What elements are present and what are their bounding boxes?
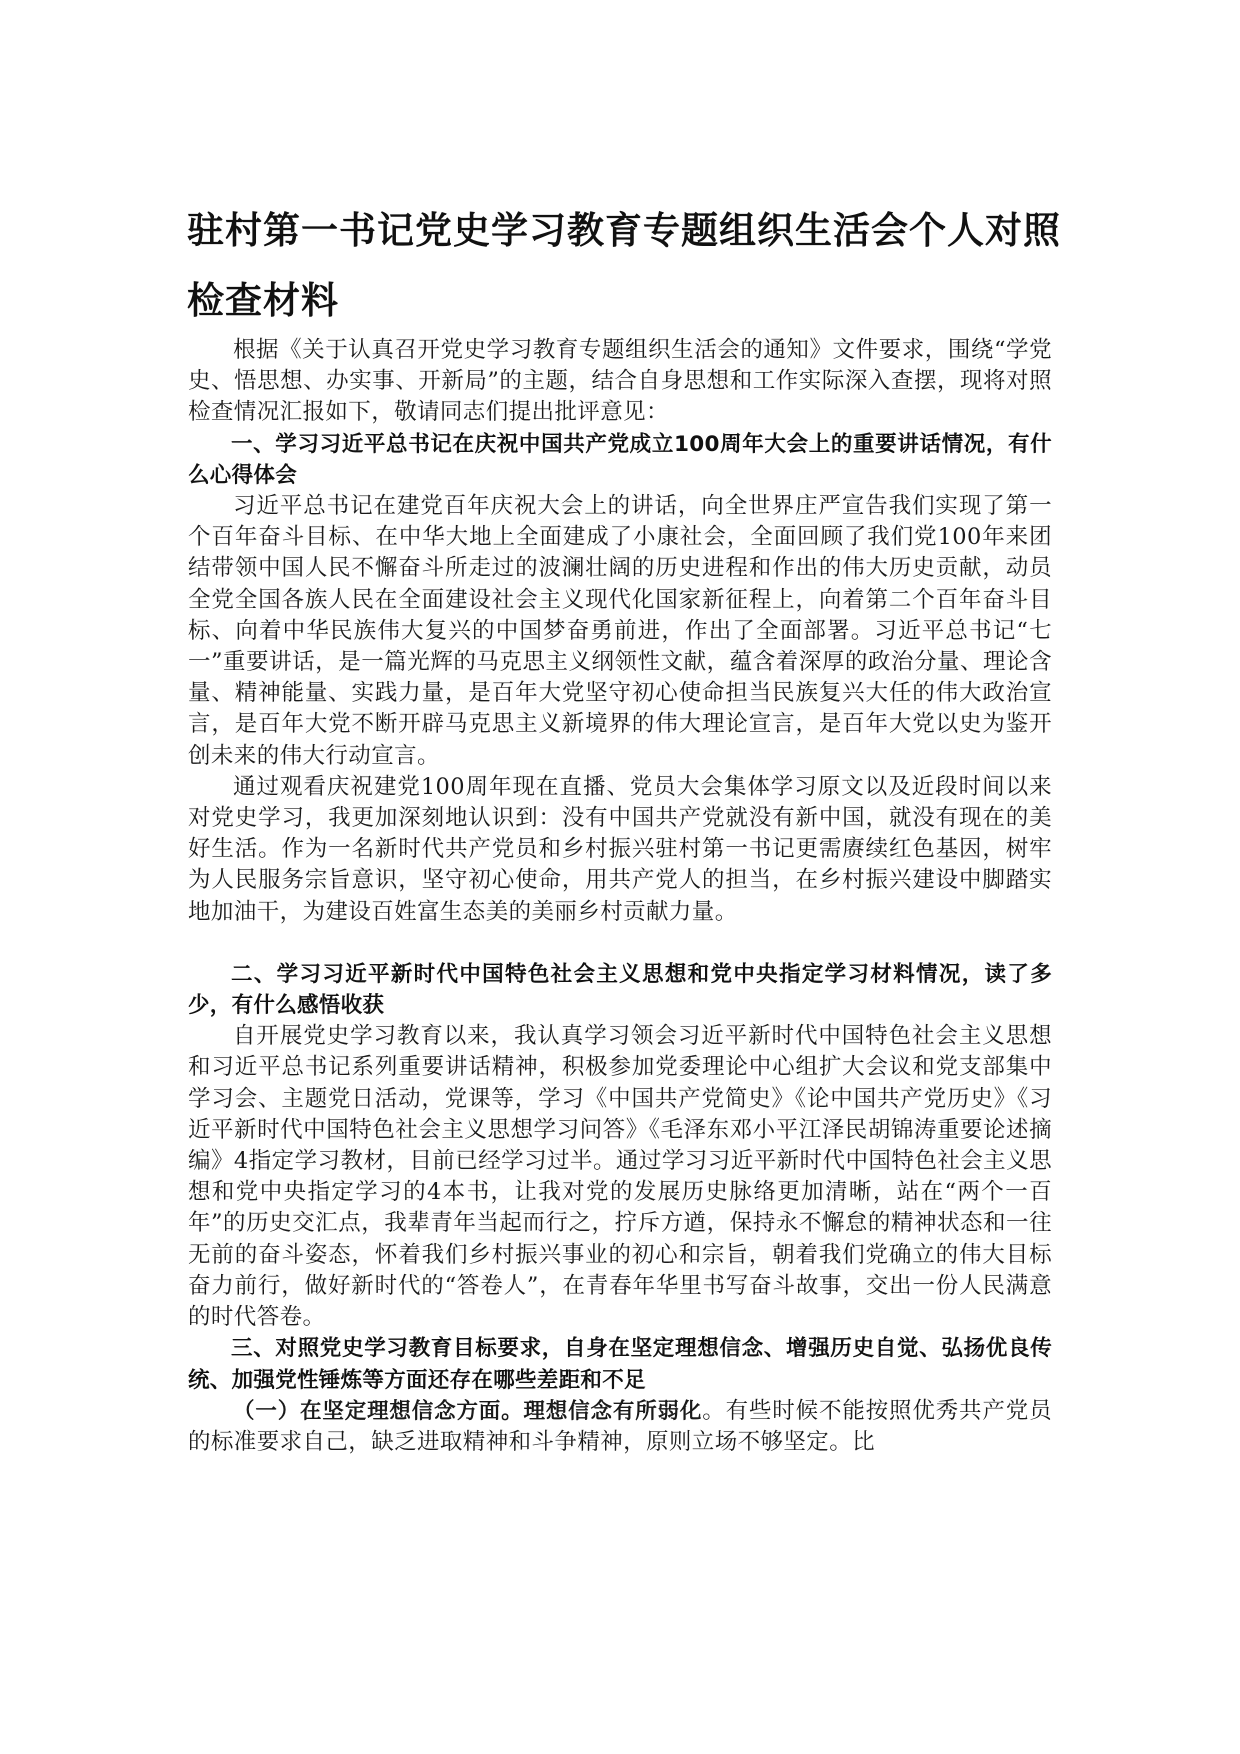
intro-paragraph: 根据《关于认真召开党史学习教育专题组织生活会的通知》文件要求，围绕“学党史、悟思想、办实事、开新局”的主题，结合自身思想和工作实际深入查摆，现将对照检查情况汇报如下，敬请同志们提出批评意见： xyxy=(188,337,1052,426)
document-body xyxy=(188,335,1052,1458)
section-2-paragraph-1: 自开展党史学习教育以来，我认真学习领会习近平新时代中国特色社会主义思想和习近平总书记系列重要讲话精神，积极参加党委理论中心组扩大会议和党支部集中学习会、主题党日活动，党课等，学习《中国共产党简史》《论中国共产党历史》《习近平新时代中国特色社会主义思想学习问答》《毛泽东邓小平江泽民胡锦涛重要论述摘编》4指定学习教材，目前已经学习过半。通过学习习近平新时代中国特色社会主义思想和党中央指定学习的4本书，让我对党的发展历史脉络更加清晰，站在“两个一百年”的历史交汇点，我辈青年当起而行之，拧斥方遒，保持永不懈怠的精神状态和一往无前的奋斗姿态，怀着我们乡村振兴事业的初心和宗旨，朝着我们党确立的伟大目标奋力前行，做好新时代的“答卷人”，在青春年华里书写奋斗故事，交出一份人民满意的时代答卷。 xyxy=(188,1023,1052,1331)
blank-line xyxy=(188,928,1052,959)
section-3-item-1 xyxy=(188,1396,1052,1458)
section-1-heading: 一、学习习近平总书记在庆祝中国共产党成立100周年大会上的重要讲话情况，有什么心得体会 xyxy=(188,431,1052,488)
section-2-heading: 二、学习习近平新时代中国特色社会主义思想和党中央指定学习材料情况，读了多少，有什么感悟收获 xyxy=(188,961,1052,1019)
section-3-item-1-lead: （一）在坚定理想信念方面。理想信念有所弱化 xyxy=(233,1398,703,1424)
section-3-heading: 三、对照党史学习教育目标要求，自身在坚定理想信念、增强历史自觉、弘扬优良传统、加强党性锤炼等方面还存在哪些差距和不足 xyxy=(188,1336,1052,1393)
section-1-paragraph-2: 通过观看庆祝建党100周年现在直播、党员大会集体学习原文以及近段时间以来对党史学习，我更加深刻地认识到：没有中国共产党就没有新中国，就没有现在的美好生活。作为一名新时代共产党员和乡村振兴驻村第一书记更需赓续红色基因，树牢为人民服务宗旨意识，坚守初心使命，用共产党人的担当，在乡村振兴建设中脚踏实地加油干，为建设百姓富生态美的美丽乡村贡献力量。 xyxy=(188,773,1052,925)
document-title: 驻村第一书记党史学习教育专题组织生活会个人对照检查材料 xyxy=(187,209,1061,322)
section-1-paragraph-1: 习近平总书记在建党百年庆祝大会上的讲话，向全世界庄严宣告我们实现了第一个百年奋斗目标、在中华大地上全面建成了小康社会，全面回顾了我们党100年来团结带领中国人民不懈奋斗所走过的波澜壮阔的历史进程和作出的伟大历史贡献，动员全党全国各族人民在全面建设社会主义现代化国家新征程上，向着第二个百年奋斗目标、向着中华民族伟大复兴的中国梦奋勇前进，作出了全面部署。习近平总书记“七一”重要讲话，是一篇光辉的马克思主义纲领性文献，蕴含着深厚的政治分量、理论含量、精神能量、实践力量，是百年大党坚守初心使命担当民族复兴大任的伟大政治宣言，是百年大党不断开辟马克思主义新境界的伟大理论宣言，是百年大党以史为鉴开创未来的伟大行动宣言。 xyxy=(188,493,1052,769)
section-3-item-1-text: 。有些时候不能按照优秀共产党员的标准要求自己，缺乏进取精神和斗争精神，原则立场不够坚定。比 xyxy=(188,1397,1052,1455)
